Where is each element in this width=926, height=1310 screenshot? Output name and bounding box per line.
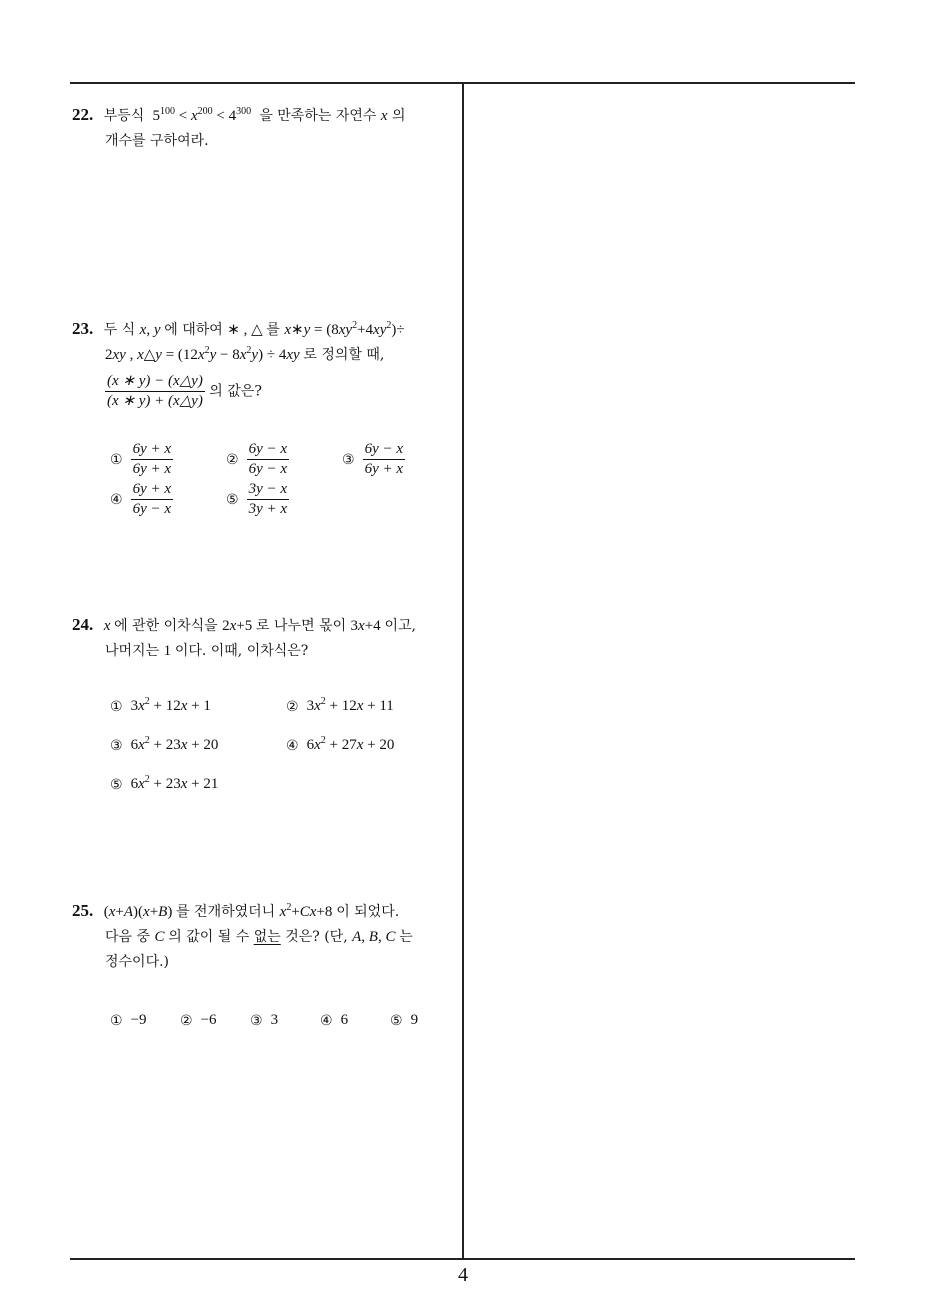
choice-5[interactable]: ⑤ $\frac{3y - x}{3y + x}$ bbox=[226, 481, 287, 517]
column-divider bbox=[462, 82, 464, 1260]
bottom-rule bbox=[70, 1258, 855, 1260]
question-24: 24. x 에 관한 이차식을 2x+5 로 나누면 몫이 3x+4 이고, 나머지는 1 이다. 이때, 이차식은? bbox=[72, 615, 416, 659]
choice-1[interactable]: ① $\frac{6y + x}{6y + x}$ bbox=[110, 441, 171, 477]
question-number: 22. bbox=[72, 105, 94, 124]
expression-fraction: $\frac{(x ∗ y) - (x\triangle y)}{(x ∗ y) + (x\triangle y)}$ bbox=[107, 373, 203, 409]
choice-1[interactable]: ① −9 bbox=[110, 1012, 147, 1029]
question-number: 23. bbox=[72, 319, 94, 338]
choice-3[interactable]: ③ 3 bbox=[250, 1012, 279, 1029]
choice-4[interactable]: ④ $6x^2 + 27x + 20$ bbox=[286, 735, 395, 754]
question-number: 25. bbox=[72, 901, 94, 920]
question-number: 24. bbox=[72, 615, 94, 634]
choice-2[interactable]: ② $3x^2 + 12x + 11$ bbox=[286, 696, 394, 715]
choice-4[interactable]: ④ 6 bbox=[320, 1012, 349, 1029]
choice-4[interactable]: ④ $\frac{6y + x}{6y - x}$ bbox=[110, 481, 171, 517]
page-number: 4 bbox=[458, 1264, 468, 1286]
choice-3[interactable]: ③ $6x^2 + 23x + 20$ bbox=[110, 735, 219, 754]
emphasis-underline: 없는 bbox=[253, 929, 281, 945]
choice-5[interactable]: ⑤ $6x^2 + 23x + 21$ bbox=[110, 774, 219, 793]
question-22: 22. 부등식 $5^{100} < x^{200} < 4^{300}$ 을 만족하는 자연수 x 의 개수를 구하여라. bbox=[72, 105, 406, 149]
choice-2[interactable]: ② −6 bbox=[180, 1012, 217, 1029]
choice-2[interactable]: ② $\frac{6y - x}{6y - x}$ bbox=[226, 441, 287, 477]
choice-1[interactable]: ① $3x^2 + 12x + 1$ bbox=[110, 696, 211, 715]
question-25: 25. (x+A)(x+B) 를 전개하였더니 $x^2+Cx+8$ 이 되었다. 다음 중 C 의 값이 될 수 없는 것은? (단, A, B, C 는 정수이다.) bbox=[72, 901, 413, 970]
choice-3[interactable]: ③ $\frac{6y - x}{6y + x}$ bbox=[342, 441, 403, 477]
choice-5[interactable]: ⑤ 9 bbox=[390, 1012, 419, 1029]
question-23: 23. 두 식 x, y 에 대하여 ∗ , △ 를 x∗y = $(8xy^2+4xy^2)\div$ 2xy , x△y = $(12x^2y - 8x^2y) \div 4xy$ 로 정의할 때, $\frac{(x ∗ y) - (x\triangle y)}{(x ∗ y) + (x\triangle y)}$ 의 값은? bbox=[72, 319, 405, 409]
